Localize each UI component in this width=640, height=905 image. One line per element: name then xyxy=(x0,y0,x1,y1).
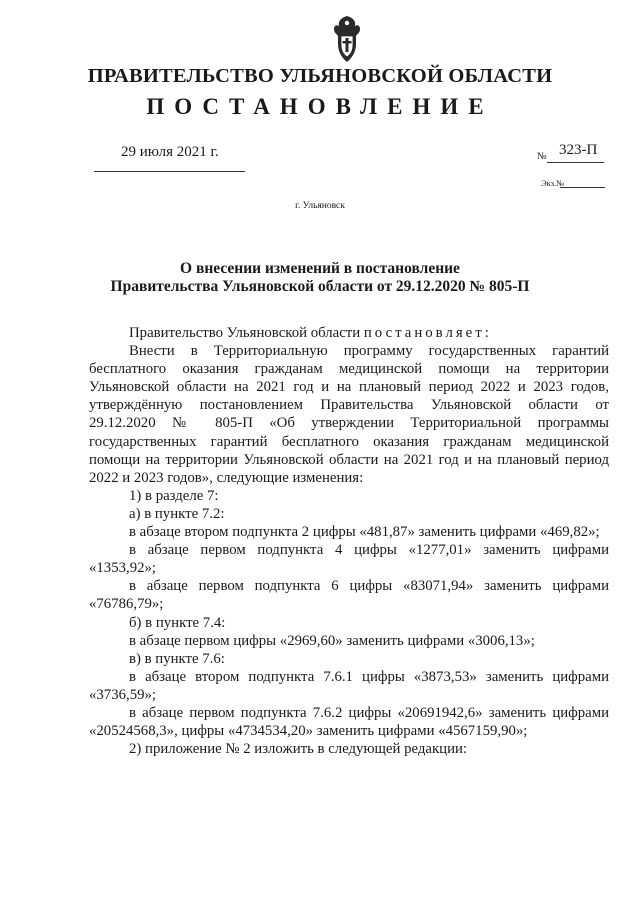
document-type: ПОСТАНОВЛЕНИЕ xyxy=(146,94,494,119)
document-body xyxy=(89,324,609,758)
body-paragraph: в абзаце первом подпункта 4 цифры «1277,01» заменить цифрами «1353,92»; xyxy=(89,542,609,577)
copy-label: Экз.№ xyxy=(541,178,565,188)
coat-of-arms-icon xyxy=(330,14,364,64)
document-title xyxy=(0,260,640,296)
copy-underline xyxy=(560,187,605,188)
body-paragraph: в абзаце первом цифры «2969,60» заменить цифрами «3006,13»; xyxy=(129,632,535,649)
body-paragraph: в абзаце втором подпункта 2 цифры «481,87» заменить цифрами «469,82»; xyxy=(129,524,600,541)
decree-number: 323-П xyxy=(559,142,598,158)
title-line-2: Правительства Ульяновской области от 29.12.2020 № 805-П xyxy=(110,278,530,295)
number-underline xyxy=(547,162,604,163)
government-name: ПРАВИТЕЛЬСТВО УЛЬЯНОВСКОЙ ОБЛАСТИ xyxy=(87,65,553,87)
intro-verb: постановляет: xyxy=(363,325,492,341)
body-paragraph: в) в пункте 7.6: xyxy=(129,650,225,667)
body-paragraph: в абзаце первом подпункта 7.6.2 цифры «20691942,6» заменить цифрами «20524568,3», цифры «4734534,20» заменить цифрами «4567159,90»; xyxy=(89,704,609,740)
body-paragraph: 2) приложение № 2 изложить в следующей редакции: xyxy=(129,741,468,758)
city-name: г. Ульяновск xyxy=(295,201,345,211)
body-paragraph: 1) в разделе 7: xyxy=(129,487,219,504)
body-paragraph: в абзаце втором подпункта 7.6.1 цифры «3873,53» заменить цифрами «3736,59»; xyxy=(89,668,609,703)
body-paragraph: Внести в Территориальную программу государственных гарантий бесплатного оказания гражданам медицинской помощи на территории Ульяновской области на 2021 год и на плановый период 2022 и 2023 годов, утверждённую постановлением Правительства Ульяновской области от 29.12.2020 № 805-П «Об утверждении Территориальной программы государственных гарантий бесплатного оказания гражданам медицинской помощи на территории Ульяновской области на 2021 год и на плановый период 2022 и 2023 годов», следующие изменения: xyxy=(89,343,609,486)
number-label: № xyxy=(537,151,547,162)
body-paragraph: в абзаце первом подпункта 6 цифры «83071,94» заменить цифрами «76786,79»; xyxy=(89,578,609,613)
body-paragraph: б) в пункте 7.4: xyxy=(129,614,226,631)
title-line-1: О внесении изменений в постановление xyxy=(180,260,460,277)
decree-date: 29 июля 2021 г. xyxy=(121,144,219,160)
date-underline xyxy=(94,171,245,172)
body-paragraph: а) в пункте 7.2: xyxy=(129,505,225,522)
intro-prefix: Правительство Ульяновской области xyxy=(129,325,361,341)
intro-paragraph xyxy=(89,324,609,342)
